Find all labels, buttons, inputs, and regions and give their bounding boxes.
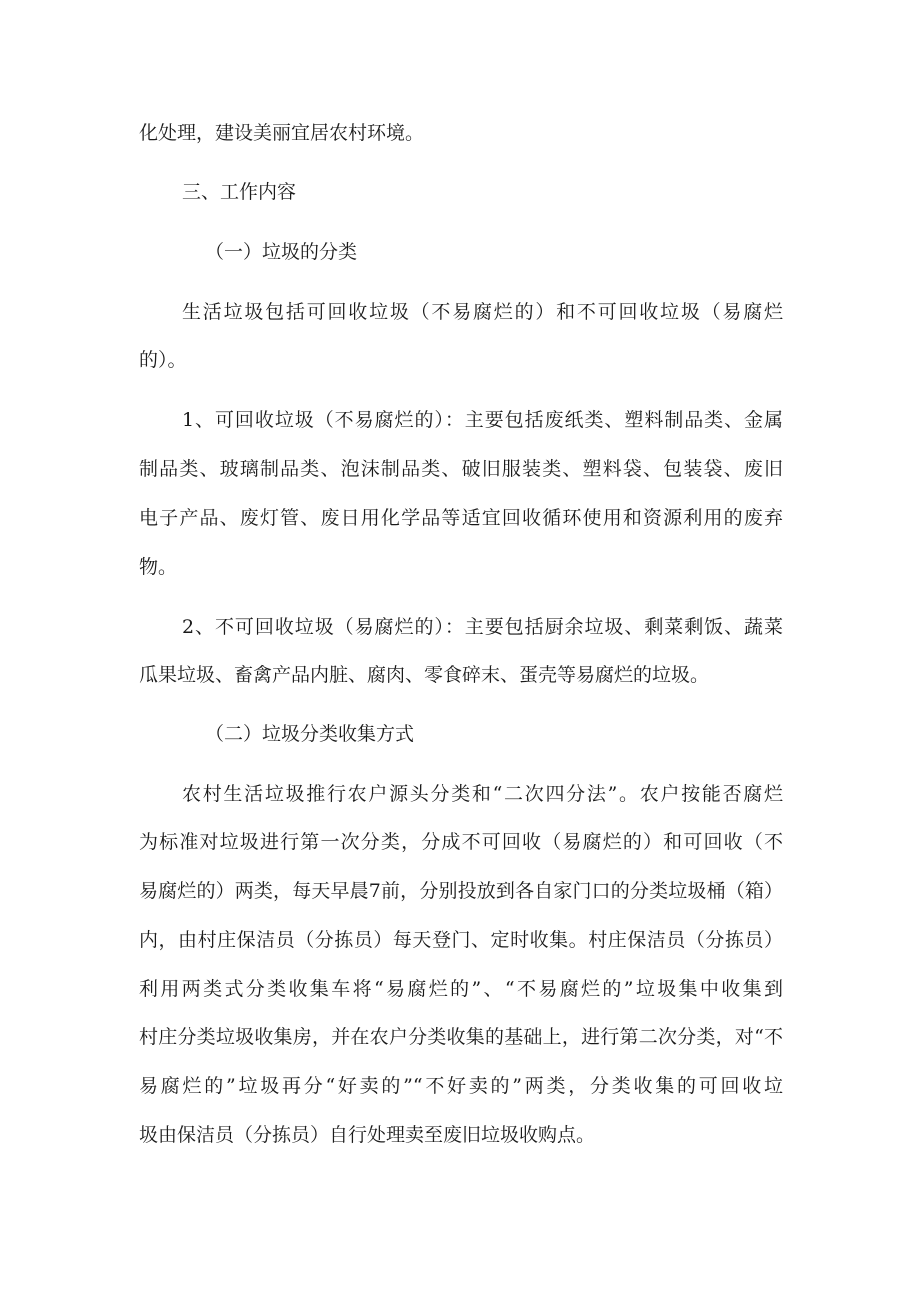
subsection-heading: （二）垃圾分类收集方式 <box>205 723 415 745</box>
paragraph-line: 内，由村庄保洁员（分拣员）每天登门、定时收集。村庄保洁员（分拣员） <box>139 929 783 951</box>
paragraph-line: 2、不可回收垃圾（易腐烂的）：主要包括厨余垃圾、剩菜剩饭、蔬菜 <box>182 616 783 638</box>
paragraph-line: 的）。 <box>139 349 187 371</box>
paragraph-line: 易腐烂的）两类，每天早晨7前，分别投放到各自家门口的分类垃圾桶（箱） <box>139 880 783 902</box>
paragraph-line: 化处理，建设美丽宜居农村环境。 <box>139 122 425 144</box>
paragraph-line: 易腐烂的”垃圾再分“好卖的”“不好卖的”两类，分类收集的可回收垃 <box>139 1075 783 1097</box>
paragraph-line: 1、可回收垃圾（不易腐烂的）：主要包括废纸类、塑料制品类、金属 <box>182 409 783 431</box>
paragraph-line: 为标准对垃圾进行第一次分类，分成不可回收（易腐烂的）和可回收（不 <box>139 831 783 853</box>
section-heading: 三、工作内容 <box>182 181 297 203</box>
paragraph-line: 瓜果垃圾、畜禽产品内脏、腐肉、零食碎末、蛋壳等易腐烂的垃圾。 <box>139 664 710 686</box>
paragraph-line: 制品类、玻璃制品类、泡沫制品类、破旧服装类、塑料袋、包装袋、废旧 <box>139 458 783 480</box>
paragraph-line: 利用两类式分类收集车将“易腐烂的”、“不易腐烂的”垃圾集中收集到 <box>139 978 783 1000</box>
paragraph-line: 物。 <box>139 556 178 578</box>
paragraph-line: 圾由保洁员（分拣员）自行处理卖至废旧垃圾收购点。 <box>139 1124 596 1146</box>
paragraph-line: 电子产品、废灯管、废日用化学品等适宜回收循环使用和资源利用的废弃 <box>139 507 783 529</box>
paragraph-line: 村庄分类垃圾收集房，并在农户分类收集的基础上，进行第二次分类，对“不 <box>139 1026 783 1048</box>
paragraph-line: 农村生活垃圾推行农户源头分类和“二次四分法”。农户按能否腐烂 <box>182 783 783 805</box>
subsection-heading: （一）垃圾的分类 <box>205 241 358 263</box>
paragraph-line: 生活垃圾包括可回收垃圾（不易腐烂的）和不可回收垃圾（易腐烂 <box>182 301 783 323</box>
